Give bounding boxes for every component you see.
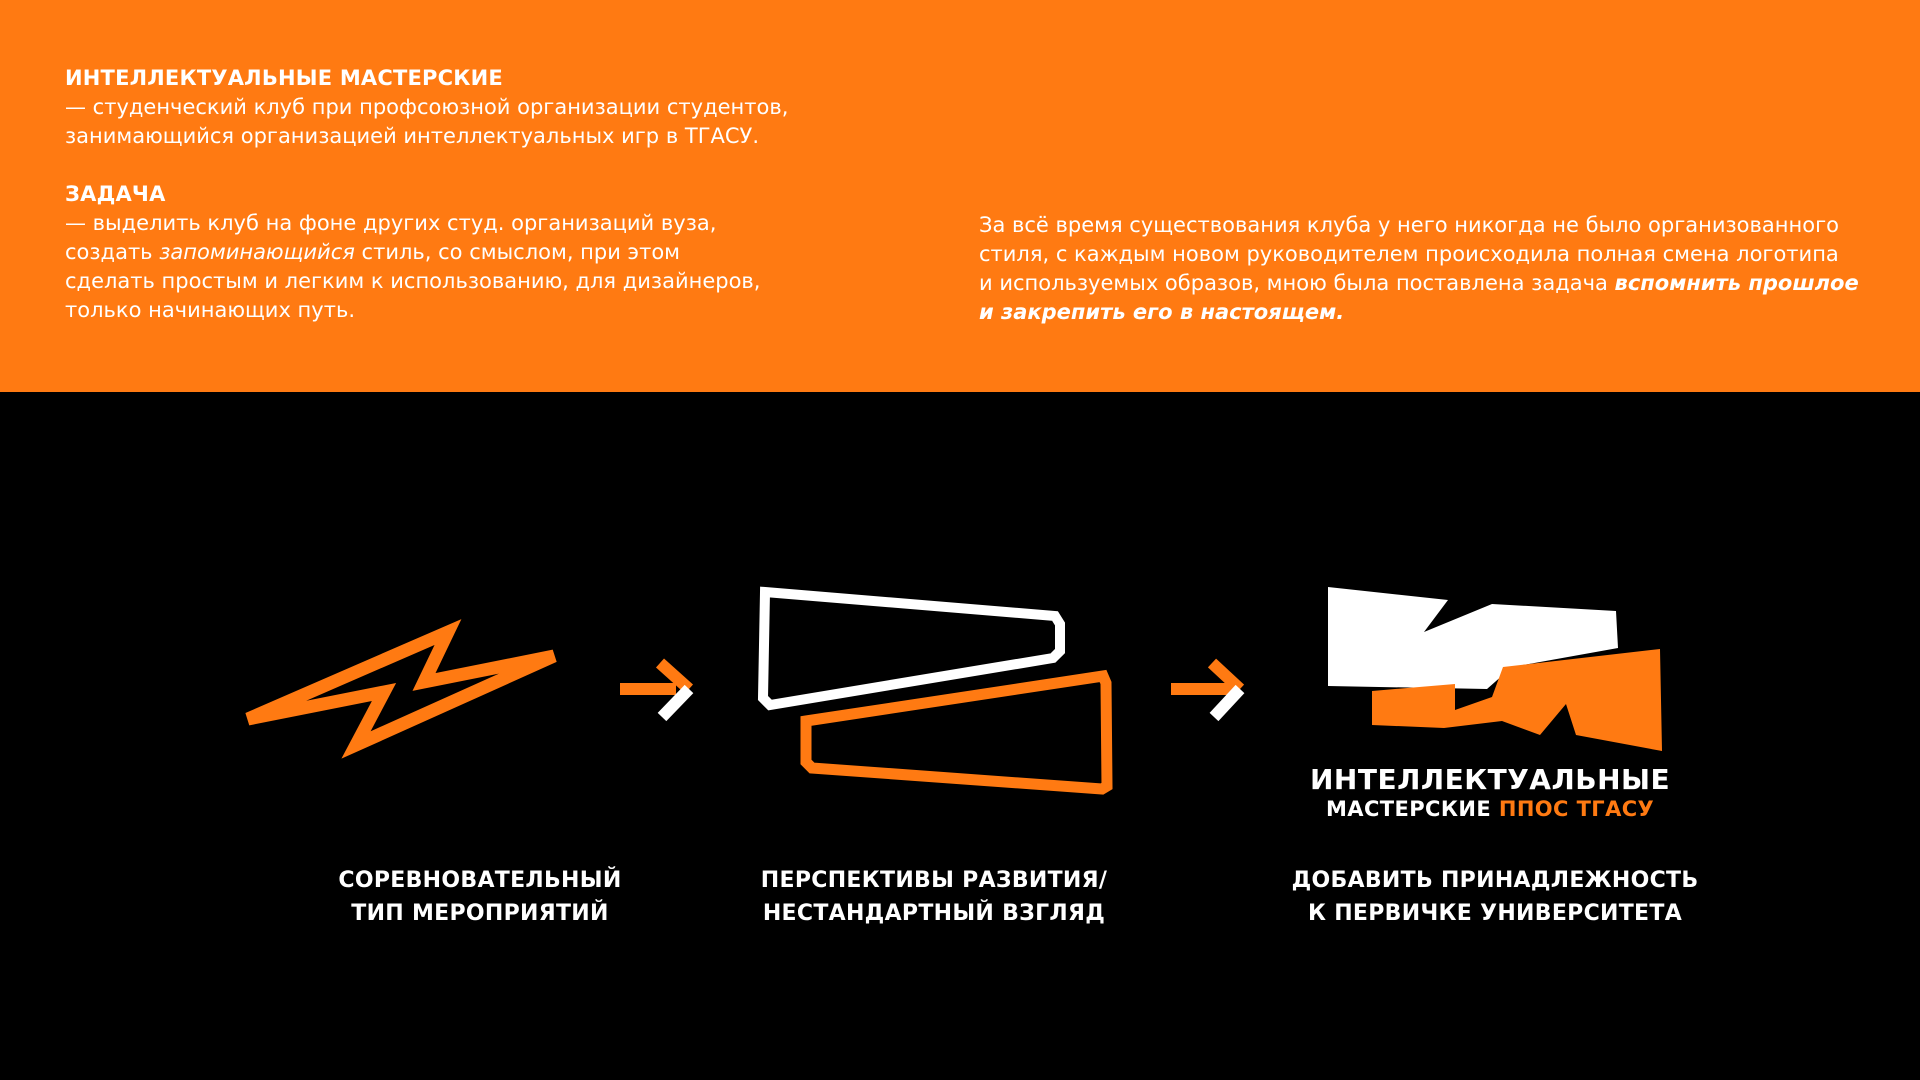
- history-line-3-start: и используемых образов, мною была поставлена задача: [979, 271, 1615, 295]
- caption-line-1: СОРЕВНОВАТЕЛЬНЫЙ: [338, 868, 622, 893]
- logo-line-2-accent: ППОС ТГАСУ: [1498, 797, 1655, 821]
- step-caption-perspective: [684, 864, 1184, 930]
- club-title: ИНТЕЛЛЕКТУАЛЬНЫЕ МАСТЕРСКИЕ: [65, 66, 503, 90]
- caption-line-2: ТИП МЕРОПРИЯТИЙ: [351, 901, 609, 926]
- arrow-right-icon: [1171, 663, 1240, 717]
- task-line-4: только начинающих путь.: [65, 298, 355, 322]
- task-line-1: — выделить клуб на фоне других студ. организаций вуза,: [65, 211, 717, 235]
- logo-line-2-white: МАСТЕРСКИЕ: [1326, 797, 1499, 821]
- history-line-4-emphasis: и закрепить его в настоящем.: [979, 300, 1345, 324]
- step-caption-competitive: [230, 864, 730, 930]
- club-description-line-2: занимающийся организацией интеллектуальных игр в ТГАСУ.: [65, 124, 760, 148]
- history-line-2: стиля, с каждым новом руководителем происходила полная смена логотипа: [979, 242, 1839, 266]
- club-description-line-1: — студенческий клуб при профсоюзной организации студентов,: [65, 95, 789, 119]
- logo-wordmark: [1310, 765, 1730, 823]
- caption-line-1: ДОБАВИТЬ ПРИНАДЛЕЖНОСТЬ: [1291, 868, 1699, 893]
- history-line-3-emphasis: вспомнить прошлое: [1614, 271, 1859, 295]
- history-line-1: За всё время существования клуба у него никогда не было организованного: [979, 213, 1839, 237]
- logo-line-1: ИНТЕЛЛЕКТУАЛЬНЫЕ: [1310, 763, 1671, 796]
- task-title: ЗАДАЧА: [65, 182, 166, 206]
- logo-line-2: [1310, 795, 1730, 823]
- logo-mark-icon: [1328, 587, 1662, 751]
- caption-line-1: ПЕРСПЕКТИВЫ РАЗВИТИЯ/: [760, 868, 1108, 893]
- task-line-2-emphasis: запоминающийся: [159, 240, 355, 264]
- task-line-2-start: создать: [65, 240, 160, 264]
- caption-line-2: НЕСТАНДАРТНЫЙ ВЗГЛЯД: [762, 901, 1106, 926]
- caption-line-2: К ПЕРВИЧКЕ УНИВЕРСИТЕТА: [1307, 901, 1683, 926]
- perspective-shapes-icon: [763, 592, 1107, 789]
- lightning-icon: [248, 632, 554, 745]
- step-caption-affiliation: [1245, 864, 1745, 930]
- arrow-right-icon: [620, 663, 689, 717]
- task-line-3: сделать простым и легким к использованию, для дизайнеров,: [65, 269, 761, 293]
- task-line-2-end: стиль, со смыслом, при этом: [354, 240, 681, 264]
